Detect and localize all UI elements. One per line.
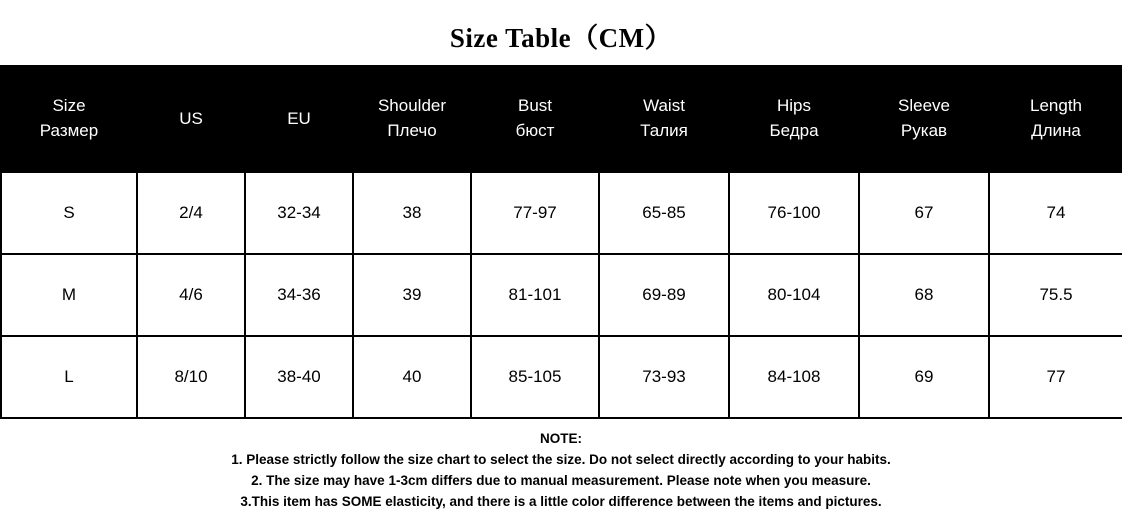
column-header-hips-en: Hips (776, 96, 811, 116)
column-header-length-ru: Длина (1031, 121, 1081, 140)
column-header-hips-ru: Бедра (769, 121, 819, 140)
note-line-3: 3.This item has SOME elasticity, and there is a little color difference between the items and pictures. (240, 493, 882, 509)
column-header-eu-en: EU (287, 108, 311, 128)
cell-eu: 32-34 (245, 172, 353, 254)
header-row (1, 66, 1122, 172)
cell-sleeve: 69 (859, 336, 989, 418)
size-table (0, 65, 1122, 419)
page-title: Size Table（CM） (449, 23, 673, 53)
cell-shoulder: 40 (353, 336, 471, 418)
column-header-us (137, 66, 245, 172)
cell-length: 77 (989, 336, 1122, 418)
cell-waist: 73-93 (599, 336, 729, 418)
column-header-eu (245, 66, 353, 172)
cell-eu: 38-40 (245, 336, 353, 418)
column-header-waist (599, 66, 729, 172)
cell-us: 2/4 (137, 172, 245, 254)
cell-hips: 84-108 (729, 336, 859, 418)
column-header-waist-ru: Талия (640, 121, 688, 140)
column-header-shoulder (353, 66, 471, 172)
column-header-size (1, 66, 137, 172)
cell-sleeve: 67 (859, 172, 989, 254)
cell-size: L (1, 336, 137, 418)
notes-section (0, 429, 1122, 513)
column-header-sleeve-ru: Рукав (900, 121, 948, 140)
note-line-2: 2. The size may have 1-3cm differs due to manual measurement. Please note when you measure. (251, 472, 871, 488)
cell-shoulder: 38 (353, 172, 471, 254)
column-header-sleeve (859, 66, 989, 172)
cell-bust: 77-97 (471, 172, 599, 254)
cell-shoulder: 39 (353, 254, 471, 336)
column-header-sleeve-en: Sleeve (898, 96, 950, 116)
column-header-bust (471, 66, 599, 172)
table-row (1, 336, 1122, 418)
column-header-size-ru: Размер (39, 121, 99, 140)
cell-waist: 69-89 (599, 254, 729, 336)
cell-us: 4/6 (137, 254, 245, 336)
cell-bust: 81-101 (471, 254, 599, 336)
column-header-shoulder-ru: Плечо (387, 121, 437, 140)
column-header-shoulder-en: Shoulder (377, 96, 447, 116)
cell-eu: 34-36 (245, 254, 353, 336)
table-header (1, 66, 1122, 172)
cell-size: S (1, 172, 137, 254)
column-header-length (989, 66, 1122, 172)
column-header-bust-ru: бюст (515, 121, 555, 140)
note-line-1: 1. Please strictly follow the size chart to select the size. Do not select directly according to your habits. (231, 451, 891, 467)
table-row (1, 254, 1122, 336)
table-row (1, 172, 1122, 254)
column-header-us-en: US (179, 108, 203, 128)
cell-length: 74 (989, 172, 1122, 254)
column-header-waist-en: Waist (643, 96, 685, 116)
cell-hips: 76-100 (729, 172, 859, 254)
column-header-length-en: Length (1030, 96, 1082, 116)
column-header-hips (729, 66, 859, 172)
cell-waist: 65-85 (599, 172, 729, 254)
table-body (1, 172, 1122, 418)
cell-hips: 80-104 (729, 254, 859, 336)
column-header-bust-en: Bust (517, 96, 553, 116)
cell-sleeve: 68 (859, 254, 989, 336)
column-header-size-en: Size (52, 96, 86, 116)
cell-bust: 85-105 (471, 336, 599, 418)
notes-heading: NOTE: (540, 431, 582, 446)
cell-us: 8/10 (137, 336, 245, 418)
cell-size: M (1, 254, 137, 336)
cell-length: 75.5 (989, 254, 1122, 336)
